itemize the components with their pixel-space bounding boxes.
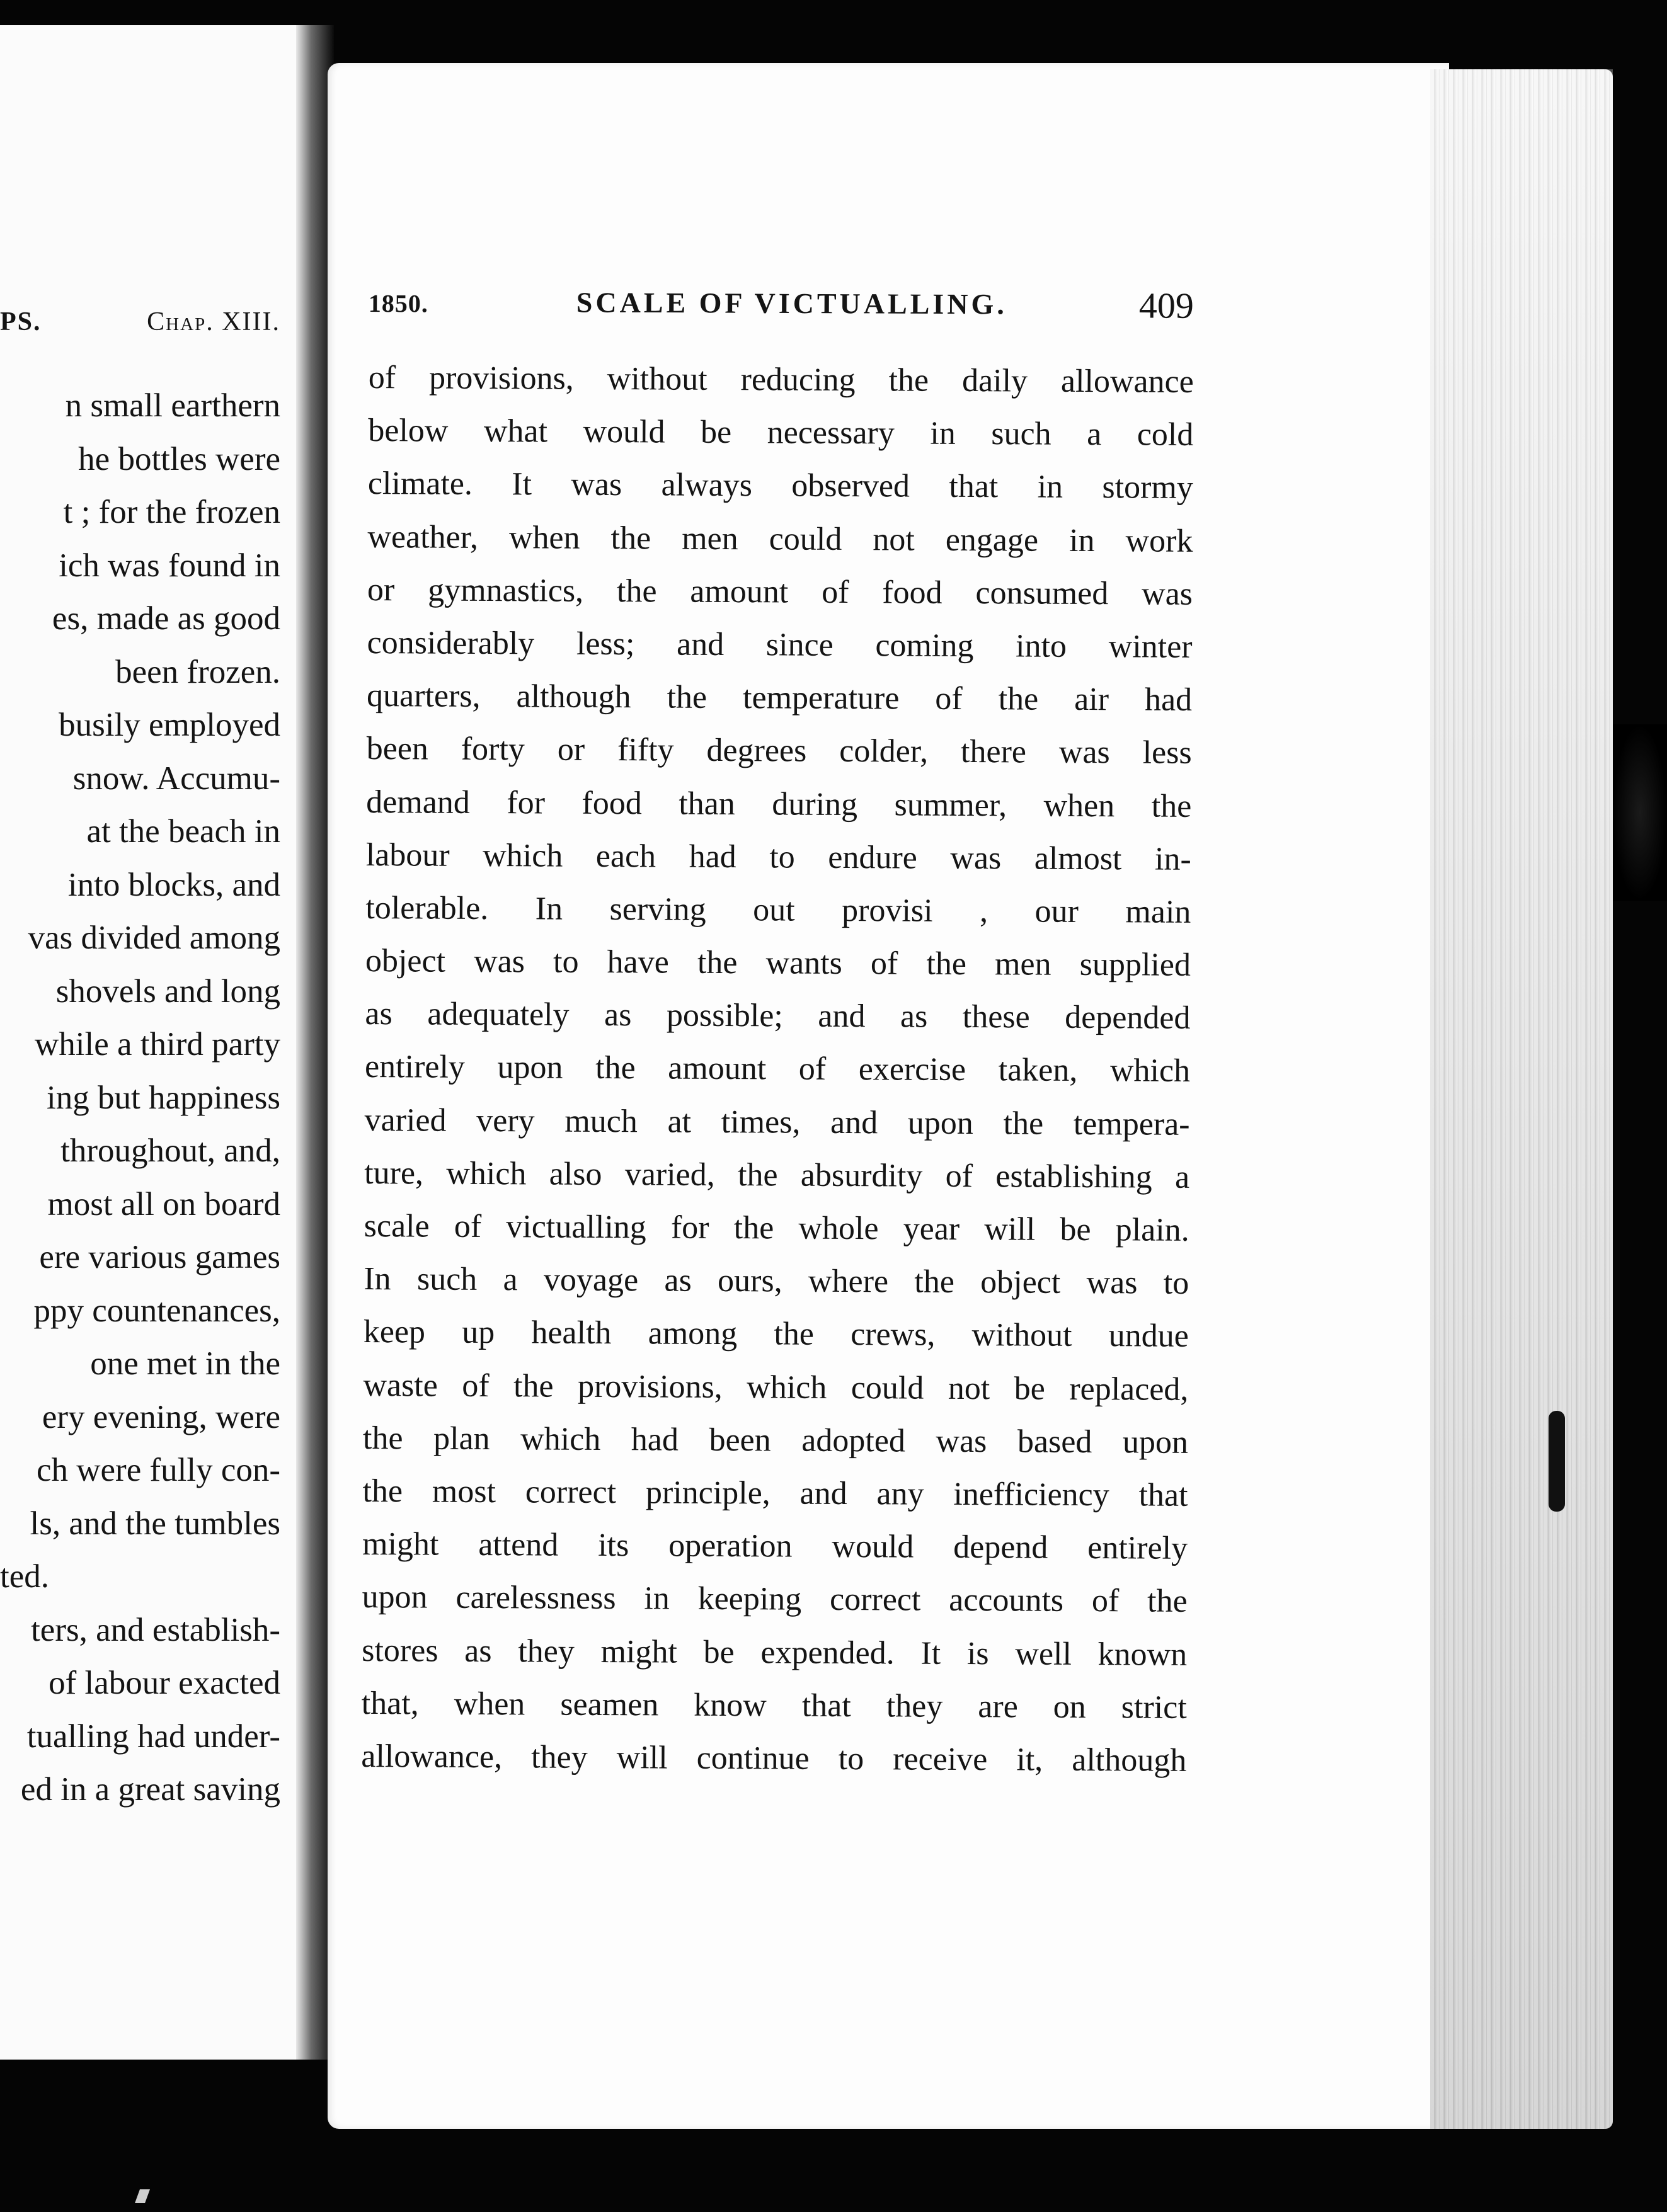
left-line: ing but happiness [47, 1079, 280, 1116]
left-line: shovels and long [55, 972, 280, 1010]
text-line: ture, which also varied, the absurdity of establishing a [364, 1154, 1190, 1195]
left-line: been frozen. [115, 653, 280, 690]
text-line: demand for food than during summer, when the [366, 784, 1192, 824]
text-line: below what would be necessary in such a cold [368, 413, 1194, 453]
page-number: 409 [1138, 285, 1194, 326]
left-line: ch were fully con- [36, 1452, 280, 1488]
left-line: one met in the [90, 1345, 280, 1382]
left-header-fragment: PS. [0, 307, 42, 336]
text-line: entirely upon the amount of exercise taken, which [364, 1049, 1191, 1090]
left-line: into blocks, and [67, 866, 280, 903]
text-line: quarters, although the temperature of the air had [366, 678, 1193, 718]
text-line: or gymnastics, the amount of food consumed was [367, 571, 1193, 612]
left-page-text [0, 379, 280, 1816]
background-shadow [1613, 724, 1667, 901]
page-block-edges [1430, 69, 1613, 2129]
left-line: ppy countenances, [33, 1292, 280, 1329]
left-line: ters, and establish- [31, 1611, 280, 1648]
left-line: vas divided among [28, 920, 280, 956]
text-line: labour which each had to endure was almost in- [365, 836, 1191, 877]
left-line: most all on board [47, 1185, 280, 1223]
text-line: allowance, they will continue to receive it, although [361, 1738, 1187, 1779]
left-line: t ; for the frozen [63, 494, 280, 530]
text-line: stores as they might be expended. It is well known [362, 1632, 1188, 1673]
left-line: snow. Accumu- [72, 760, 280, 797]
text-line: the most correct principle, and any inefficiency that [362, 1473, 1188, 1514]
left-line: ls, and the tumbles [30, 1505, 280, 1542]
left-line: throughout, and, [60, 1132, 280, 1169]
text-line: might attend its operation would depend entirely [362, 1526, 1188, 1566]
text-line: In such a voyage as ours, where the object was to [364, 1261, 1189, 1302]
left-page [0, 25, 312, 2060]
text-line: object was to have the wants of the men supplied [365, 943, 1191, 983]
text-line: that, when seamen know that they are on strict [361, 1685, 1187, 1726]
text-line: climate. It was always observed that in stormy [367, 465, 1194, 506]
text-line: waste of the provisions, which could not be replaced, [363, 1367, 1189, 1408]
text-line: weather, when the men could not engage in work [367, 518, 1193, 559]
left-line: ery evening, were [42, 1398, 280, 1435]
left-chapter-label: Chap. XIII. [147, 307, 280, 336]
text-line: scale of victualling for the whole year will be plain. [364, 1207, 1189, 1248]
left-line: ere various games [39, 1239, 280, 1275]
left-line: es, made as good [52, 600, 280, 637]
header-title: SCALE OF VICTUALLING. [576, 286, 1007, 321]
text-line: considerably less; and since coming into winter [367, 624, 1193, 665]
left-line: ich was found in [59, 547, 280, 584]
text-line: as adequately as possible; and as these depended [365, 996, 1191, 1037]
text-line: the plan which had been adopted was based upon [362, 1420, 1189, 1461]
left-line: tualling had under- [26, 1718, 280, 1755]
running-head [369, 277, 1194, 338]
scan-artifact [135, 2189, 150, 2203]
left-line: of labour exacted [49, 1665, 280, 1701]
left-line: busily employed [59, 707, 280, 743]
body-text [361, 351, 1194, 1787]
text-line: varied very much at times, and upon the tempera- [364, 1102, 1190, 1143]
header-year: 1850. [368, 288, 428, 318]
left-running-head [0, 307, 280, 345]
text-line: of provisions, without reducing the daily allowance [368, 359, 1194, 400]
left-line: at the beach in [86, 813, 280, 850]
text-line: been forty or fifty degrees colder, there was less [366, 731, 1192, 772]
left-line: n small earthern [65, 387, 280, 424]
left-line: while a third party [34, 1026, 280, 1063]
text-line: keep up health among the crews, without undue [363, 1314, 1189, 1355]
left-line: ed in a great saving [20, 1771, 280, 1808]
text-line: upon carelessness in keeping correct accounts of the [362, 1579, 1188, 1620]
edge-stain [1549, 1411, 1565, 1512]
left-line: he bottles were [78, 440, 280, 477]
text-line: tolerable. In serving out provisi , our main [365, 889, 1191, 930]
left-line: ted. [0, 1558, 49, 1595]
